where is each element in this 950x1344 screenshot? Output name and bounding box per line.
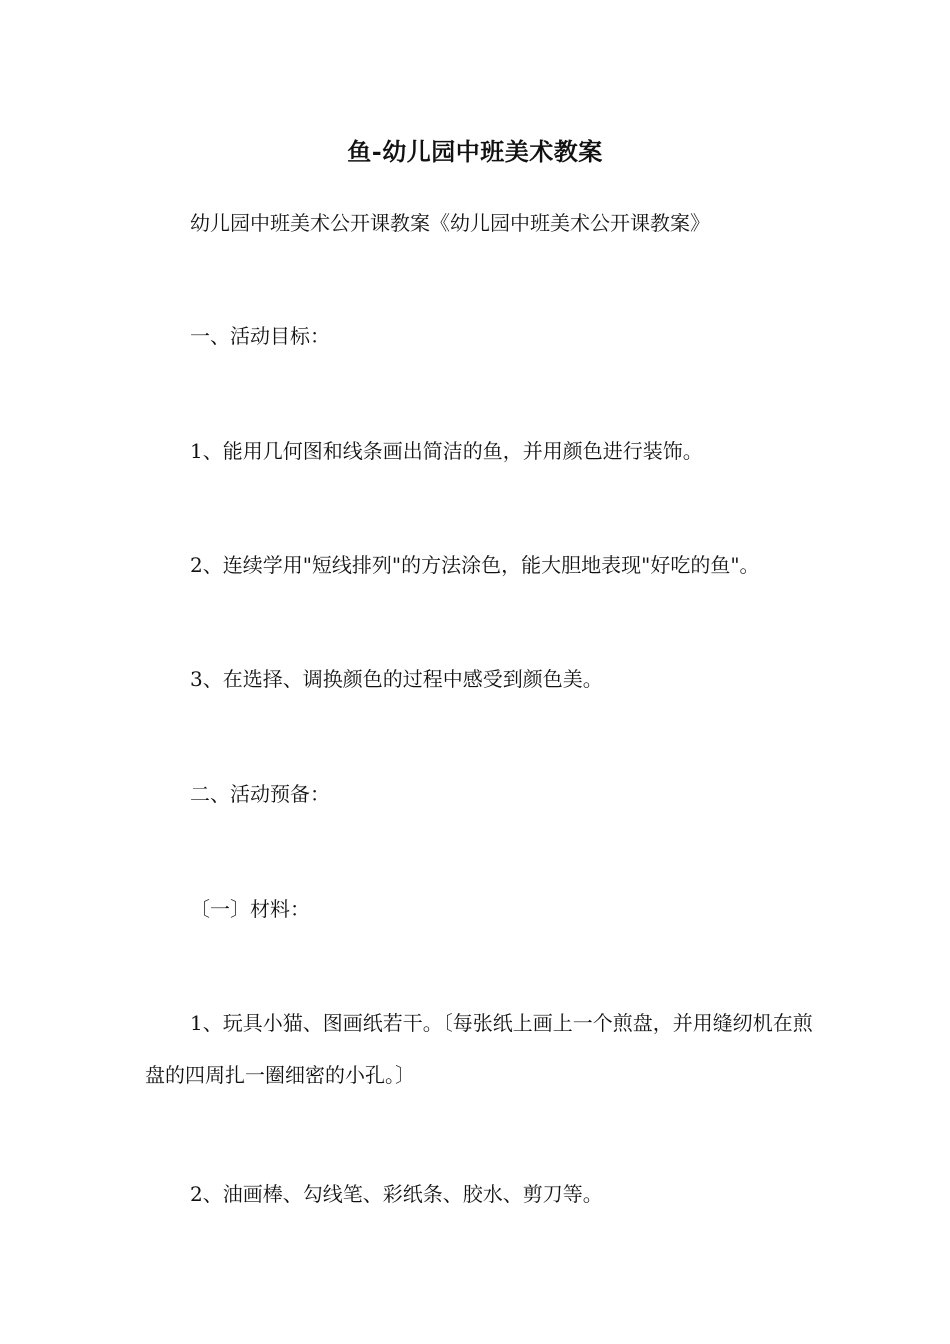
paragraph-goal-3: 3、在选择、调换颜色的过程中感受到颜色美。 xyxy=(190,667,603,691)
paragraph-subtitle: 幼儿园中班美术公开课教案《幼儿园中班美术公开课教案》 xyxy=(190,211,710,235)
document-title: 鱼-幼儿园中班美术教案 xyxy=(347,137,603,166)
paragraph-goal-2: 2、连续学用"短线排列"的方法涂色，能大胆地表现"好吃的鱼"。 xyxy=(190,553,760,577)
paragraph-materials-1: 1、玩具小猫、图画纸若干。〔每张纸上画上一个煎盘，并用缝纫机在煎盘的四周扎一圈细密的小孔。〕 xyxy=(145,1011,813,1087)
paragraph-materials-heading: 〔一〕材料： xyxy=(190,897,310,921)
paragraph-section-goals: 一、活动目标： xyxy=(190,324,330,348)
paragraph-section-prep: 二、活动预备： xyxy=(190,782,330,806)
paragraph-materials-2: 2、油画棒、勾线笔、彩纸条、胶水、剪刀等。 xyxy=(190,1182,603,1206)
paragraph-goal-1: 1、能用几何图和线条画出简洁的鱼，并用颜色进行装饰。 xyxy=(190,439,703,463)
